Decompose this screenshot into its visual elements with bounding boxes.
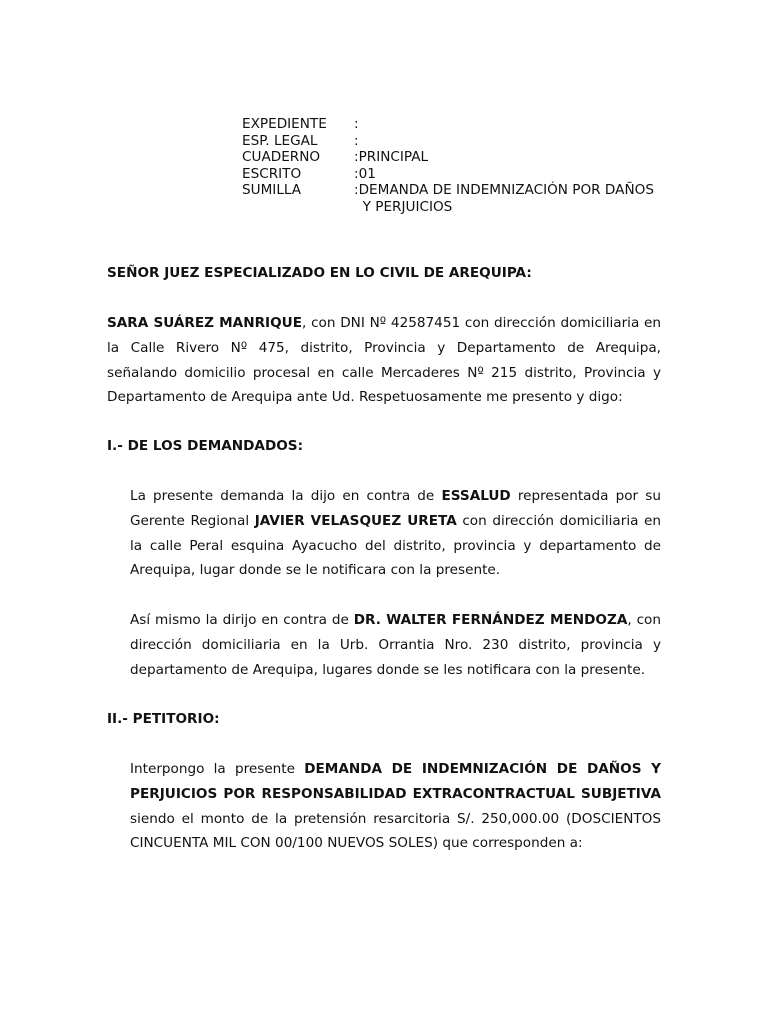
header-value: :01 (354, 165, 376, 182)
paragraph-text: Así mismo la dirijo en contra de (130, 612, 354, 628)
defendants-paragraph-1 (130, 484, 661, 583)
petition-paragraph (130, 757, 661, 856)
sumilla-line-1: :DEMANDA DE INDEMNIZACIÓN POR DAÑOS (354, 182, 654, 199)
intro-paragraph (107, 311, 661, 410)
paragraph-text: Interpongo la presente (130, 761, 305, 777)
sumilla-line-2: Y PERJUICIOS (354, 198, 453, 215)
header-value (354, 182, 664, 215)
section-heading-demandados: I.- DE LOS DEMANDADOS: (107, 438, 304, 454)
header-row-cuaderno (242, 149, 664, 166)
case-header (242, 116, 664, 216)
paragraph-text: representada por su Gerente Regional (130, 488, 661, 529)
header-row-expediente (242, 116, 664, 133)
paragraph-text: La presente demanda la dijo en contra de (130, 488, 442, 504)
header-key: EXPEDIENTE (242, 116, 327, 132)
defendant-entity: ESSALUD (441, 488, 511, 504)
paragraph-text: con dirección domiciliaria en la calle Peral esquina Ayacucho del distrito, provincia y departamento de Arequipa, lugar donde se le notificara con la presente. (130, 512, 661, 579)
header-row-sumilla (242, 182, 664, 215)
paragraph-text: siendo el monto de la pretensión resarcitoria S/. 250,000.00 (DOSCIENTOS CINCUENTA MIL CON 00/100 NUEVOS SOLES) que corresponden a: (130, 810, 661, 852)
section-heading-petitorio: II.- PETITORIO: (107, 711, 220, 727)
header-row-escrito (242, 166, 664, 183)
plaintiff-name: SARA SUÁREZ MANRIQUE (107, 315, 302, 331)
defendant-representative: JAVIER VELASQUEZ URETA (254, 512, 457, 529)
header-row-esp-legal (242, 133, 664, 150)
addressee-heading: SEÑOR JUEZ ESPECIALIZADO EN LO CIVIL DE AREQUIPA: (107, 265, 532, 281)
paragraph-text: , con dirección domiciliaria en la Urb. Orrantia Nro. 230 distrito, provincia y departamento de Arequipa, lugares donde se les notificara con la presente. (130, 612, 661, 678)
header-key: CUADERNO (242, 149, 321, 166)
defendant-doctor: DR. WALTER FERNÁNDEZ MENDOZA (353, 612, 628, 628)
defendants-paragraph-2 (130, 608, 661, 682)
header-key: ESCRITO (242, 165, 302, 182)
header-value: : (354, 132, 359, 149)
intro-text: , con DNI Nº 42587451 con dirección domiciliaria en la Calle Rivero Nº 475, distrito, Provincia y Departamento de Arequipa, señalando domicilio procesal en calle Mercaderes Nº 215 distrito, Provincia y Departamento de Arequipa ante Ud. Respetuosamente me presento y digo: (107, 315, 662, 406)
header-value: :PRINCIPAL (354, 149, 429, 166)
header-key: SUMILLA (242, 182, 302, 199)
header-key: ESP. LEGAL (242, 132, 318, 149)
header-value: : (354, 116, 359, 132)
petition-claim: DEMANDA DE INDEMNIZACIÓN DE DAÑOS Y PERJUICIOS POR RESPONSABILIDAD EXTRACONTRACTUAL SUBJETIVA (130, 761, 661, 802)
